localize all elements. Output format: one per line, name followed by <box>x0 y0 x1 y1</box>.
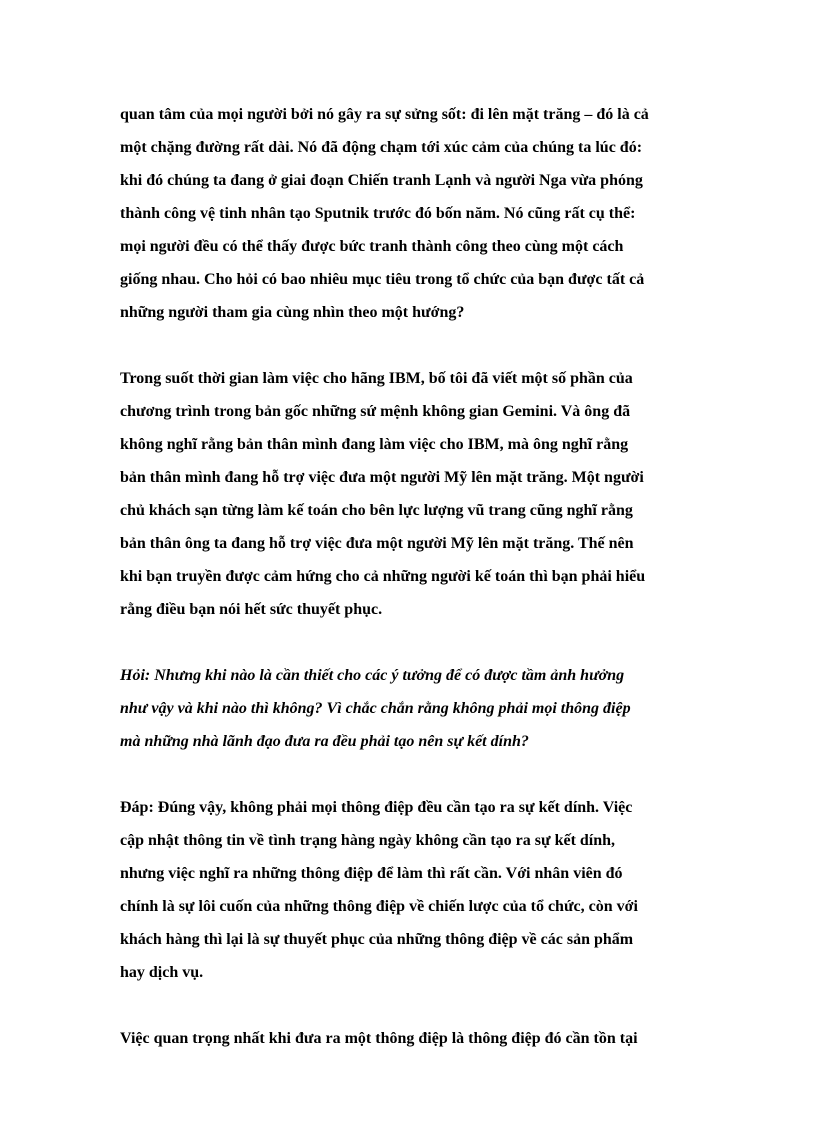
paragraph-answer <box>120 791 700 989</box>
text-line: khi bạn truyền được cảm hứng cho cả những người kế toán thì bạn phải hiểu <box>120 568 646 585</box>
text-line: nhưng việc nghĩ ra những thông điệp để làm thì rất cần. Với nhân viên đó <box>120 865 623 882</box>
paragraph-closing <box>120 1022 700 1055</box>
text-line: bản thân ông ta đang hỗ trợ việc đưa một người Mỹ lên mặt trăng. Thế nên <box>120 535 634 552</box>
paragraph-spacer <box>120 329 700 362</box>
text-line: rằng điều bạn nói hết sức thuyết phục. <box>120 601 383 618</box>
text-line: khi đó chúng ta đang ở giai đoạn Chiến tranh Lạnh và người Nga vừa phóng <box>120 172 643 189</box>
text-line: không nghĩ rằng bản thân mình đang làm việc cho IBM, mà ông nghĩ rằng <box>120 436 629 453</box>
text-line: cập nhật thông tin về tình trạng hàng ngày không cần tạo ra sự kết dính, <box>120 832 616 849</box>
text-line: chương trình trong bản gốc những sứ mệnh không gian Gemini. Và ông đã <box>120 403 631 420</box>
paragraph-spacer <box>120 989 700 1022</box>
text-line: mọi người đều có thể thấy được bức tranh thành công theo cùng một cách <box>120 238 624 255</box>
paragraph-spacer <box>120 758 700 791</box>
text-line: hay dịch vụ. <box>120 964 204 981</box>
text-line: những người tham gia cùng nhìn theo một hướng? <box>120 304 465 321</box>
text-line: Trong suốt thời gian làm việc cho hãng IBM, bố tôi đã viết một số phần của <box>120 370 633 387</box>
paragraph-question <box>120 659 700 758</box>
paragraph-moon-goal <box>120 98 700 329</box>
text-line: Việc quan trọng nhất khi đưa ra một thông điệp là thông điệp đó cần tồn tại <box>120 1030 638 1047</box>
text-line: khách hàng thì lại là sự thuyết phục của những thông điệp về các sản phẩm <box>120 931 634 948</box>
text-line: bản thân mình đang hỗ trợ việc đưa một người Mỹ lên mặt trăng. Một người <box>120 469 644 486</box>
document-body <box>120 98 700 1055</box>
text-line: như vậy và khi nào thì không? Vì chắc chắn rằng không phải mọi thông điệp <box>120 700 631 717</box>
paragraph-spacer <box>120 626 700 659</box>
text-line: một chặng đường rất dài. Nó đã động chạm tới xúc cảm của chúng ta lúc đó: <box>120 139 643 156</box>
text-line: Hỏi: Nhưng khi nào là cần thiết cho các ý tưởng để có được tầm ảnh hưởng <box>120 667 625 684</box>
text-line: chủ khách sạn từng làm kế toán cho bên lực lượng vũ trang cũng nghĩ rằng <box>120 502 633 519</box>
text-line: giống nhau. Cho hỏi có bao nhiêu mục tiêu trong tổ chức của bạn được tất cả <box>120 271 645 288</box>
text-line: mà những nhà lãnh đạo đưa ra đều phải tạo nên sự kết dính? <box>120 733 529 750</box>
text-line: quan tâm của mọi người bởi nó gây ra sự sửng sốt: đi lên mặt trăng – đó là cả <box>120 106 649 123</box>
text-line: Đáp: Đúng vậy, không phải mọi thông điệp đều cần tạo ra sự kết dính. Việc <box>120 799 633 816</box>
text-line: chính là sự lôi cuốn của những thông điệp về chiến lược của tổ chức, còn với <box>120 898 638 915</box>
text-line: thành công vệ tinh nhân tạo Sputnik trước đó bốn năm. Nó cũng rất cụ thể: <box>120 205 636 222</box>
paragraph-ibm-gemini <box>120 362 700 626</box>
